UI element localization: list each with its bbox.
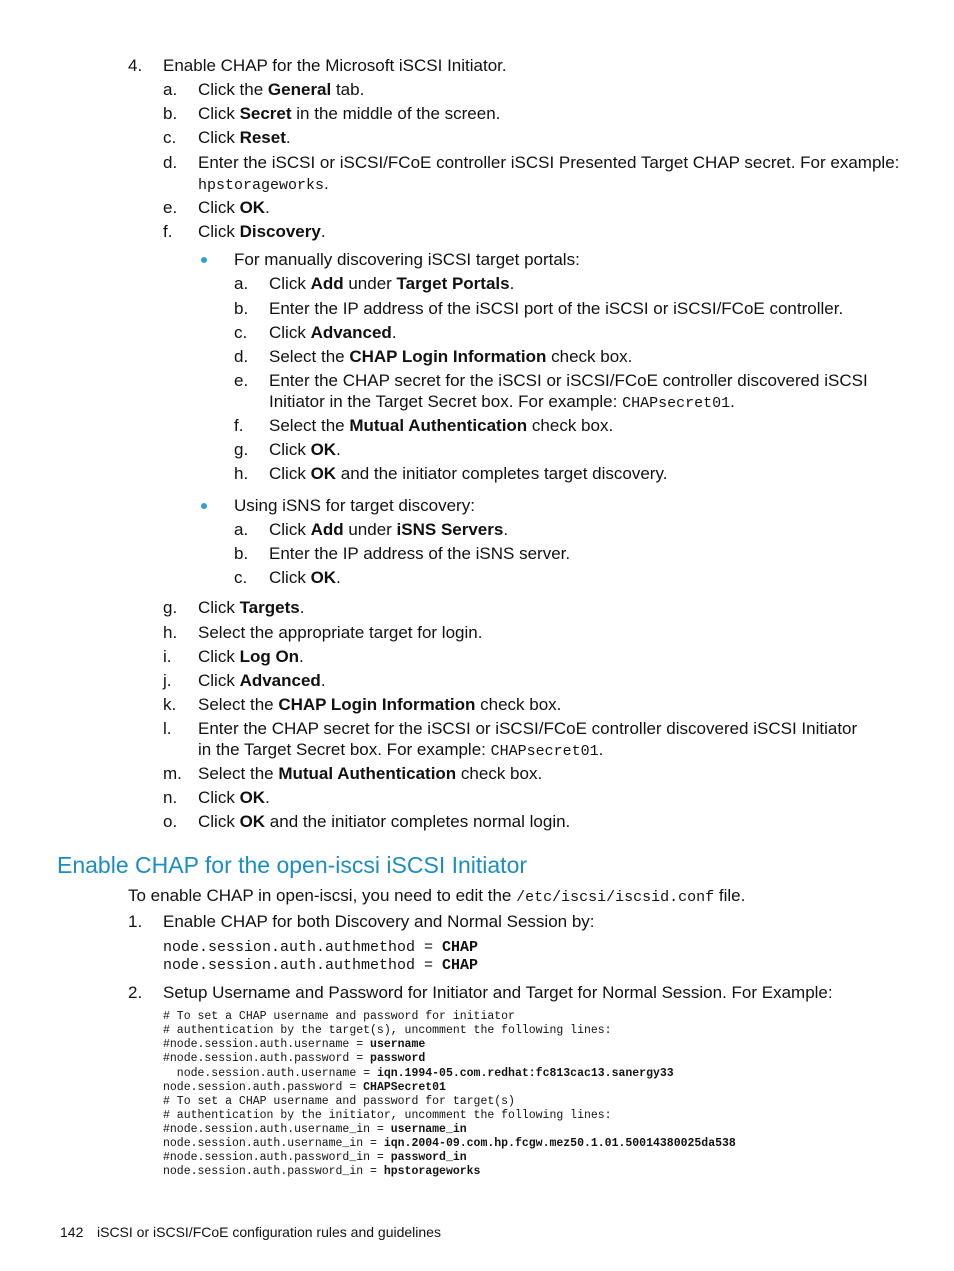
- substep-marker: i.: [163, 647, 172, 666]
- substep-marker: f.: [163, 222, 173, 241]
- step-1-text: Enable CHAP for both Discovery and Normal Session by:: [163, 912, 595, 931]
- substep-g: Click Targets.: [198, 598, 305, 617]
- substep-f: Click Discovery.: [198, 222, 326, 241]
- substep-marker: a.: [234, 520, 249, 539]
- substep-marker: b.: [234, 299, 249, 318]
- manual-b: Enter the IP address of the iSCSI port of the iSCSI or iSCSI/FCoE controller.: [269, 299, 844, 318]
- substep-marker: c.: [163, 128, 177, 147]
- page-number: 142: [60, 1224, 84, 1240]
- substep-marker: j.: [163, 671, 172, 690]
- substep-b: Click Secret in the middle of the screen.: [198, 104, 501, 123]
- code-line: #node.session.auth.username_in = username_in: [163, 1123, 467, 1136]
- bullet-icon: [201, 257, 207, 263]
- code-comment-line: # To set a CHAP username and password for initiator: [163, 1010, 515, 1023]
- substep-l-line2: in the Target Secret box. For example: CHAPsecret01.: [198, 740, 604, 760]
- code-line: node.session.auth.username = iqn.1994-05.com.redhat:fc813cac13.sanergy33: [163, 1067, 674, 1080]
- substep-marker: e.: [163, 198, 178, 217]
- substep-marker: f.: [234, 416, 244, 435]
- bullet-icon: [201, 503, 207, 509]
- substep-marker: o.: [163, 812, 178, 831]
- bullet-isns-lead: Using iSNS for target discovery:: [234, 496, 475, 515]
- substep-o: Click OK and the initiator completes normal login.: [198, 812, 571, 831]
- substep-marker: c.: [234, 323, 248, 342]
- substep-marker: b.: [234, 544, 249, 563]
- manual-h: Click OK and the initiator completes target discovery.: [269, 464, 668, 483]
- substep-l-line1: Enter the CHAP secret for the iSCSI or iSCSI/FCoE controller discovered iSCSI Initiator: [198, 719, 858, 738]
- code-line: node.session.auth.authmethod = CHAP: [163, 957, 479, 974]
- footer-title: iSCSI or iSCSI/FCoE configuration rules and guidelines: [97, 1224, 441, 1240]
- substep-j: Click Advanced.: [198, 671, 326, 690]
- substep-d-line2: hpstorageworks.: [198, 174, 329, 194]
- manual-d: Select the CHAP Login Information check box.: [269, 347, 633, 366]
- substep-e: Click OK.: [198, 198, 270, 217]
- substep-d-line1: Enter the iSCSI or iSCSI/FCoE controller iSCSI Presented Target CHAP secret. For example:: [198, 153, 900, 172]
- code-comment-line: # authentication by the target(s), uncomment the following lines:: [163, 1024, 612, 1037]
- code-comment-line: # authentication by the initiator, uncomment the following lines:: [163, 1109, 612, 1122]
- substep-marker: a.: [234, 274, 249, 293]
- step-title: Enable CHAP for the Microsoft iSCSI Initiator.: [163, 56, 507, 75]
- substep-marker: d.: [234, 347, 249, 366]
- step-number: 1.: [128, 912, 143, 931]
- step-number: 2.: [128, 983, 143, 1002]
- manual-c: Click Advanced.: [269, 323, 397, 342]
- substep-marker: n.: [163, 788, 178, 807]
- code-line: node.session.auth.username_in = iqn.2004-09.com.hp.fcgw.mez50.1.01.50014380025da538: [163, 1137, 736, 1150]
- substep-marker: k.: [163, 695, 177, 714]
- substep-marker: h.: [234, 464, 249, 483]
- substep-m: Select the Mutual Authentication check box.: [198, 764, 543, 783]
- section-heading: Enable CHAP for the open-iscsi iSCSI Initiator: [57, 852, 528, 878]
- manual-a: Click Add under Target Portals.: [269, 274, 515, 293]
- step-2-text: Setup Username and Password for Initiator and Target for Normal Session. For Example:: [163, 983, 833, 1002]
- bullet-manual-lead: For manually discovering iSCSI target portals:: [234, 250, 580, 269]
- step-number: 4.: [128, 56, 143, 75]
- code-line: #node.session.auth.password_in = password_in: [163, 1151, 467, 1164]
- manual-e-line2: Initiator in the Target Secret box. For example: CHAPsecret01.: [269, 392, 735, 412]
- substep-marker: g.: [234, 440, 249, 459]
- section-intro: To enable CHAP in open-iscsi, you need to edit the /etc/iscsi/iscsid.conf file.: [128, 886, 746, 906]
- substep-marker: b.: [163, 104, 178, 123]
- code-line: node.session.auth.authmethod = CHAP: [163, 939, 479, 956]
- substep-i: Click Log On.: [198, 647, 304, 666]
- substep-marker: e.: [234, 371, 249, 390]
- substep-c: Click Reset.: [198, 128, 291, 147]
- manual-e-line1: Enter the CHAP secret for the iSCSI or iSCSI/FCoE controller discovered iSCSI: [269, 371, 868, 390]
- substep-k: Select the CHAP Login Information check box.: [198, 695, 562, 714]
- substep-marker: g.: [163, 598, 178, 617]
- substep-h: Select the appropriate target for login.: [198, 623, 483, 642]
- isns-c: Click OK.: [269, 568, 341, 587]
- manual-f: Select the Mutual Authentication check box.: [269, 416, 614, 435]
- code-line: #node.session.auth.password = password: [163, 1052, 426, 1065]
- substep-n: Click OK.: [198, 788, 270, 807]
- substep-marker: m.: [163, 764, 182, 783]
- substep-marker: d.: [163, 153, 178, 172]
- substep-marker: a.: [163, 80, 178, 99]
- substep-marker: c.: [234, 568, 248, 587]
- substep-marker: l.: [163, 719, 172, 738]
- isns-b: Enter the IP address of the iSNS server.: [269, 544, 571, 563]
- code-comment-line: # To set a CHAP username and password for target(s): [163, 1095, 515, 1108]
- code-line: #node.session.auth.username = username: [163, 1038, 426, 1051]
- isns-a: Click Add under iSNS Servers.: [269, 520, 509, 539]
- substep-marker: h.: [163, 623, 178, 642]
- substep-a: Click the General tab.: [198, 80, 365, 99]
- code-line: node.session.auth.password = CHAPSecret01: [163, 1081, 446, 1094]
- code-line: node.session.auth.password_in = hpstorageworks: [163, 1165, 481, 1178]
- manual-g: Click OK.: [269, 440, 341, 459]
